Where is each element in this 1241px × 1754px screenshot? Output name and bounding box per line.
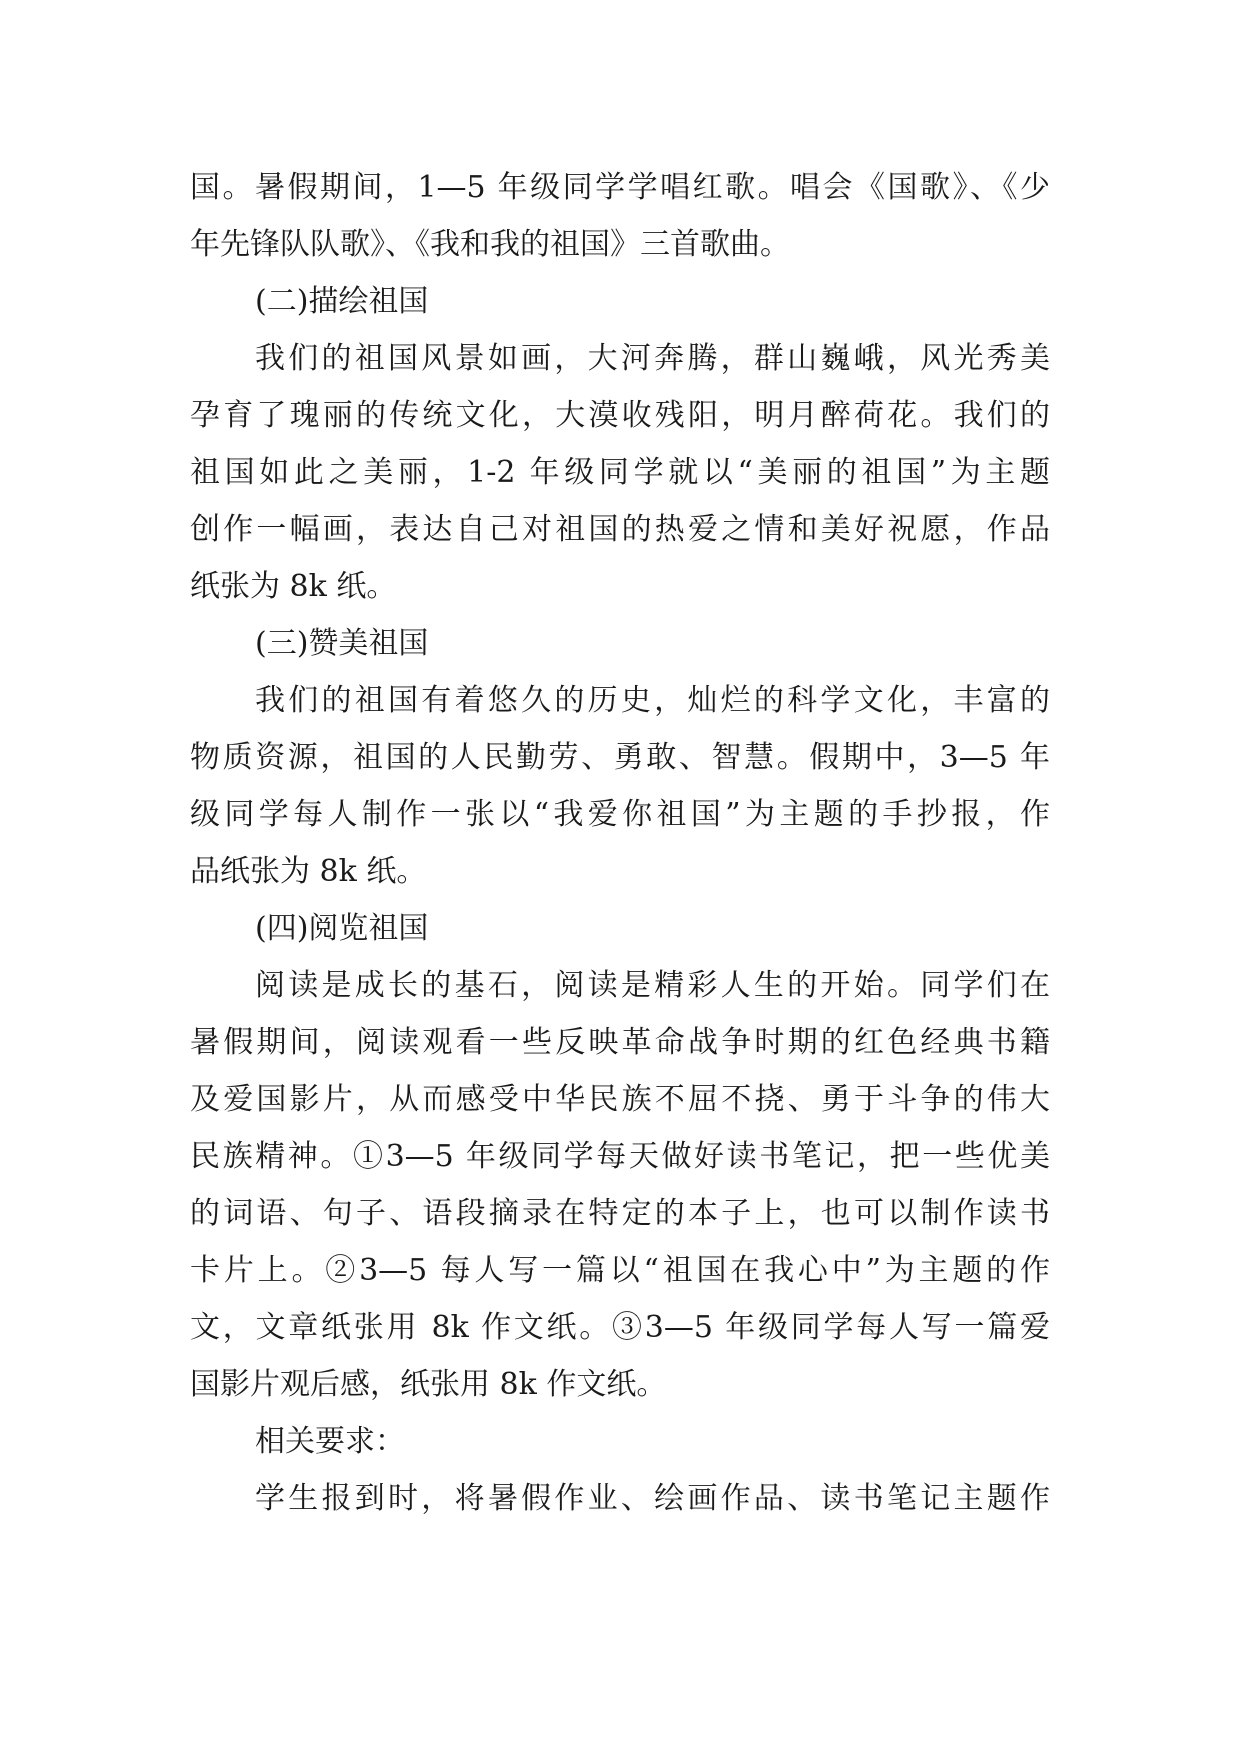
- text-line: 孕育了瑰丽的传统文化，大漠收残阳，明月醉荷花。我们的: [190, 398, 1050, 433]
- text-line: 及爱国影片，从而感受中华民族不屈不挠、勇于斗争的伟大: [190, 1082, 1050, 1117]
- text-line: 物质资源，祖国的人民勤劳、勇敢、智慧。假期中，3—5 年: [190, 740, 1050, 775]
- text-line: 的词语、句子、语段摘录在特定的本子上，也可以制作读书: [190, 1196, 1050, 1231]
- text-line: 祖国如此之美丽，1-2 年级同学就以“美丽的祖国”为主题: [190, 455, 1050, 490]
- text-line: 级同学每人制作一张以“我爱你祖国”为主题的手抄报，作: [190, 797, 1050, 832]
- section-heading: 相关要求：: [255, 1424, 405, 1459]
- text-line: 创作一幅画，表达自己对祖国的热爱之情和美好祝愿，作品: [190, 512, 1050, 547]
- section-heading: (四)阅览祖国: [255, 911, 429, 946]
- text-line: 国。暑假期间，1—5 年级同学学唱红歌。唱会《国歌》、《少: [190, 170, 1050, 205]
- text-line: 民族精神。①3—5 年级同学每天做好读书笔记，把一些优美: [190, 1139, 1050, 1174]
- text-line: 我们的祖国有着悠久的历史，灿烂的科学文化，丰富的: [255, 683, 1050, 718]
- text-line: 暑假期间，阅读观看一些反映革命战争时期的红色经典书籍: [190, 1025, 1050, 1060]
- text-line: 文，文章纸张用 8k 作文纸。③3—5 年级同学每人写一篇爱: [190, 1310, 1050, 1345]
- text-line: 国影片观后感，纸张用 8k 作文纸。: [190, 1367, 667, 1402]
- text-line: 年先锋队队歌》、《我和我的祖国》三首歌曲。: [190, 227, 790, 262]
- text-line: 阅读是成长的基石，阅读是精彩人生的开始。同学们在: [255, 968, 1050, 1003]
- text-line: 品纸张为 8k 纸。: [190, 854, 427, 889]
- text-line: 学生报到时，将暑假作业、绘画作品、读书笔记主题作: [255, 1481, 1050, 1516]
- text-line: 我们的祖国风景如画，大河奔腾，群山巍峨，风光秀美: [255, 341, 1050, 376]
- section-heading: (三)赞美祖国: [255, 626, 429, 661]
- text-line: 卡片上。②3—5 每人写一篇以“祖国在我心中”为主题的作: [190, 1253, 1050, 1288]
- section-heading: (二)描绘祖国: [255, 284, 429, 319]
- text-line: 纸张为 8k 纸。: [190, 569, 397, 604]
